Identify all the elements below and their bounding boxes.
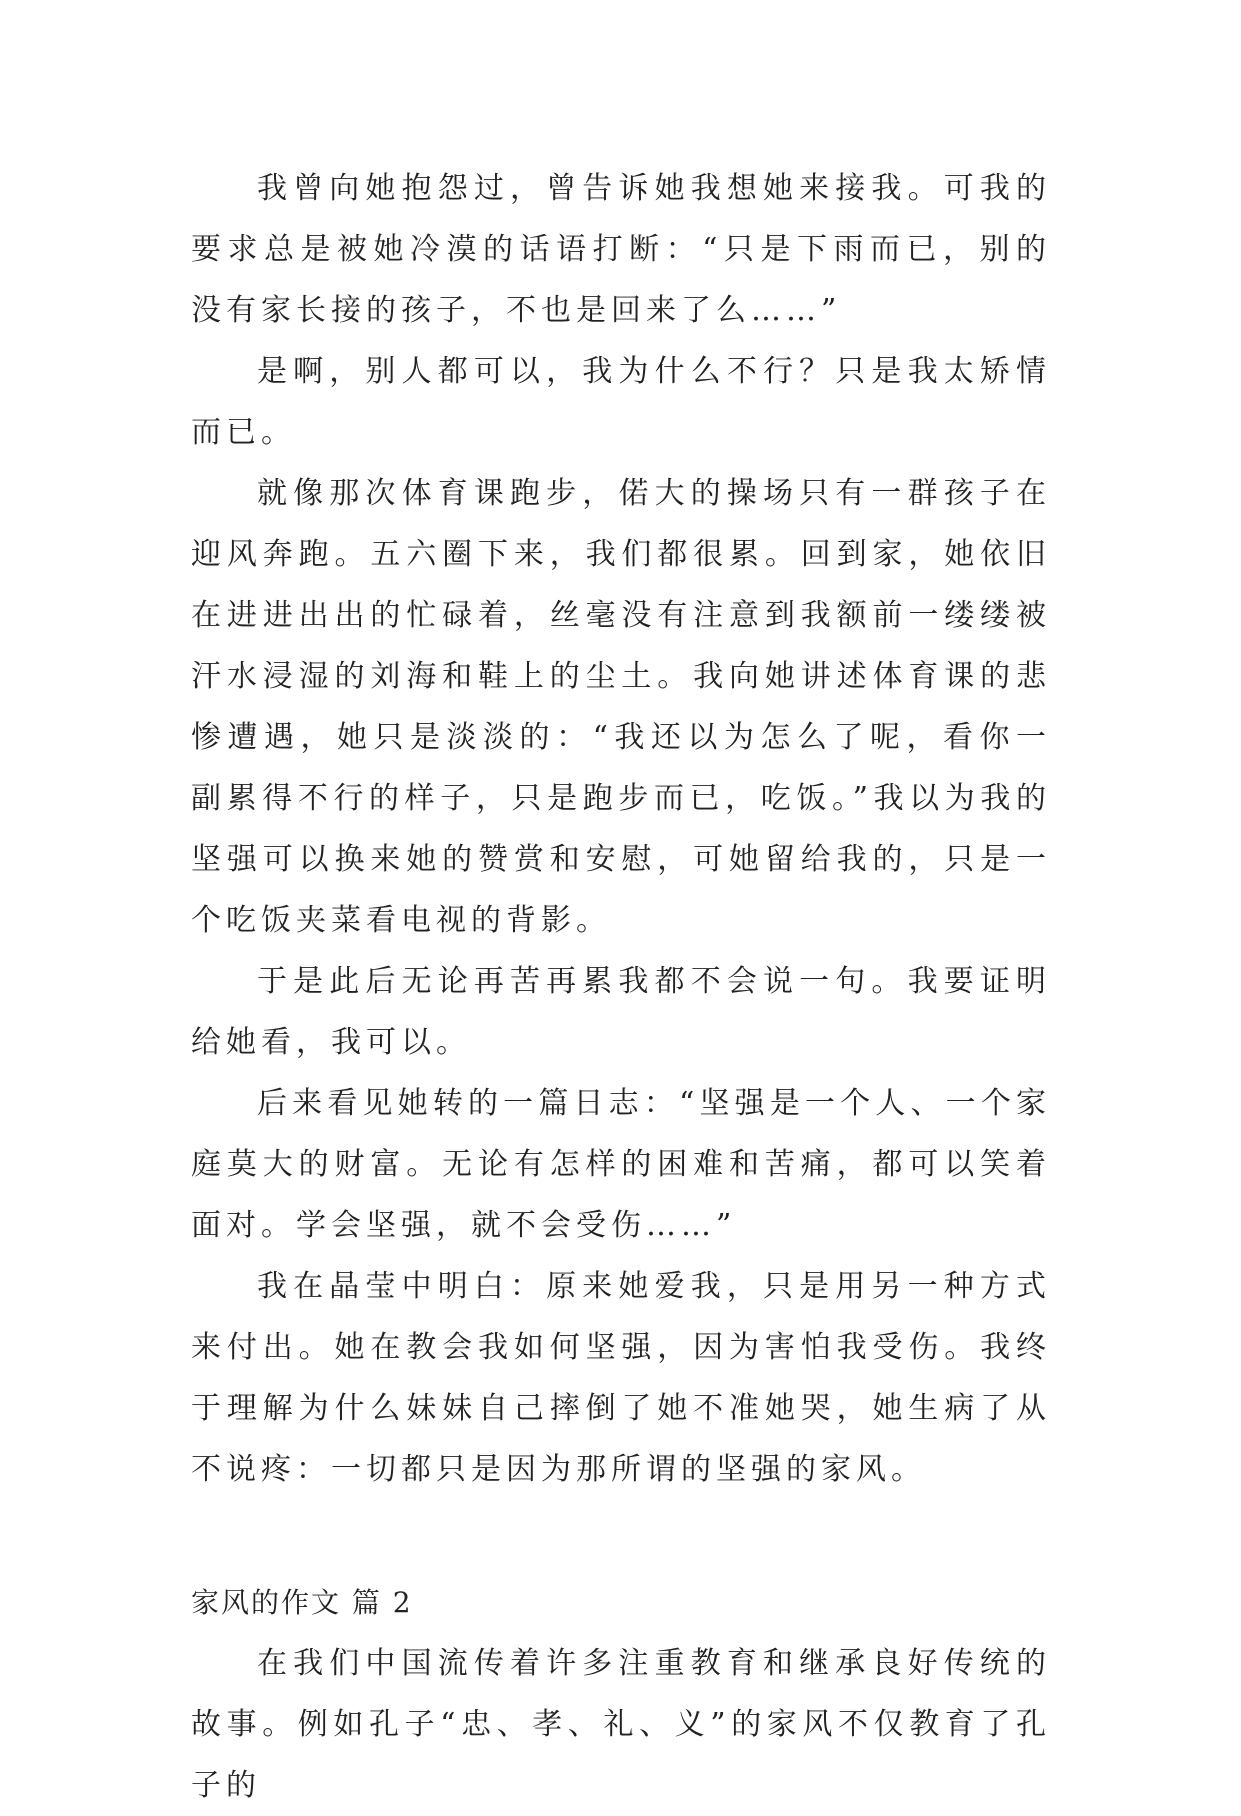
- paragraph: 是啊，别人都可以，我为什么不行？只是我太矫情而已。: [191, 354, 1051, 450]
- document-body: [191, 158, 1051, 1816]
- paragraph: 后来看见她转的一篇日志：“坚强是一个人、一个家庭莫大的财富。无论有怎样的困难和苦痛，都可以笑着面对。学会坚强，就不会受伤……”: [191, 1086, 1051, 1243]
- section-title: 家风的作文 篇 2: [191, 1586, 413, 1619]
- paragraph: 就像那次体育课跑步，偌大的操场只有一群孩子在迎风奔跑。五六圈下来，我们都很累。回到家，她依旧在进进出出的忙碌着，丝毫没有注意到我额前一缕缕被汗水浸湿的刘海和鞋上的尘土。我向她讲述体育课的悲惨遭遇，她只是淡淡的：“我还以为怎么了呢，看你一副累得不行的样子，只是跑步而已，吃饭。”我以为我的坚强可以换来她的赞赏和安慰，可她留给我的，只是一个吃饭夹菜看电视的背影。: [191, 476, 1051, 938]
- paragraph: 在我们中国流传着许多注重教育和继承良好传统的故事。例如孔子“忠、孝、礼、义”的家风不仅教育了孔子的: [191, 1646, 1051, 1803]
- paragraph: 于是此后无论再苦再累我都不会说一句。我要证明给她看，我可以。: [191, 964, 1051, 1060]
- paragraph: 我曾向她抱怨过，曾告诉她我想她来接我。可我的要求总是被她冷漠的话语打断：“只是下雨而已，别的没有家长接的孩子，不也是回来了么……”: [191, 171, 1051, 328]
- paragraph: 我在晶莹中明白：原来她爱我，只是用另一种方式来付出。她在教会我如何坚强，因为害怕我受伤。我终于理解为什么妹妹自己摔倒了她不准她哭，她生病了从不说疼：一切都只是因为那所谓的坚强的家风。: [191, 1269, 1051, 1487]
